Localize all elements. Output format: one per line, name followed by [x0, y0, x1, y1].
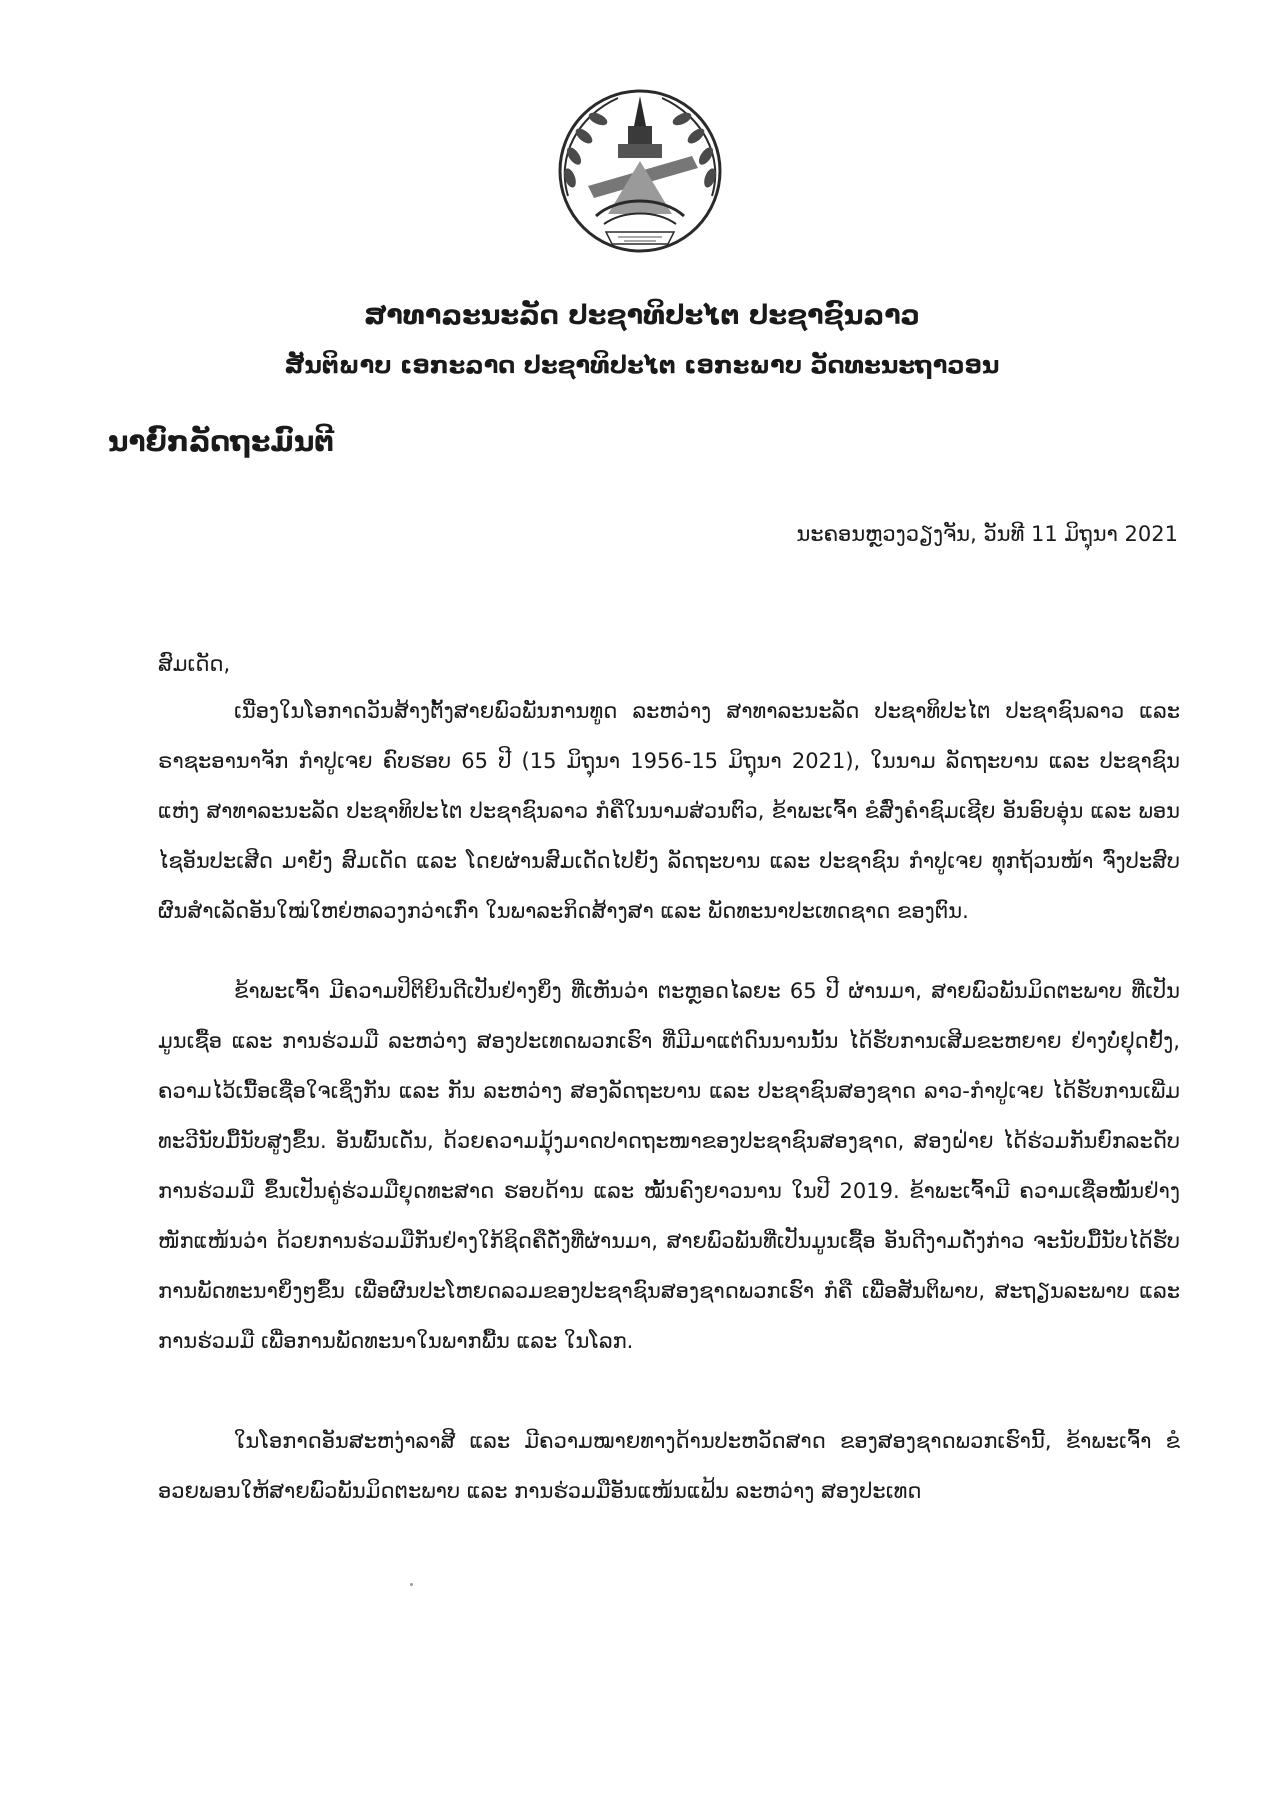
body-paragraph-3: ໃນໂອກາດອັນສະຫງ່າລາສີ ແລະ ມີຄວາມໝາຍທາງດ້ານປະຫວັດສາດ ຂອງສອງຊາດພວກເຮົານີ້, ຂ້າພະເຈົ້າ ຂໍອວຍພອນໃຫ້ສາຍພົວພັນມິດຕະພາບ ແລະ ການຮ່ວມມືອັນແໜ້ນແຟ້ນ ລະຫວ່າງ ສອງປະເທດ [158, 1429, 1180, 1503]
scan-speck [410, 1583, 413, 1586]
national-motto: ສັນຕິພາບ ເອກະລາດ ປະຊາທິປະໄຕ ເອກະພາບ ວັດທະນະຖາວອນ [284, 351, 1000, 379]
lao-national-emblem-icon [548, 86, 732, 256]
letter-date: ນະຄອນຫຼວງວຽງຈັນ, ວັນທີ 11 ມິຖຸນາ 2021 [796, 522, 1178, 546]
office-title: ນາຍົກລັດຖະມົນຕີ [108, 425, 335, 458]
salutation: ສົມເດັດ, [158, 652, 231, 676]
body-paragraph-1: ເນື່ອງໃນໂອກາດວັນສ້າງຕັ້ງສາຍພົວພັນການທູດ ລະຫວ່າງ ສາທາລະນະລັດ ປະຊາທິປະໄຕ ປະຊາຊົນລາວ ແລະ ຣາຊະອານາຈັກ ກຳປູເຈຍ ຄົບຮອບ 65 ປີ (15 ມິຖຸນາ 1956-15 ມິຖຸນາ 2021), ໃນນາມ ລັດຖະບານ ແລະ ປະຊາຊົນ ແຫ່ງ ສາທາລະນະລັດ ປະຊາທິປະໄຕ ປະຊາຊົນລາວ ກໍຄືໃນນາມສ່ວນຕົວ, ຂ້າພະເຈົ້າ ຂໍສົ່ງຄຳຊົມເຊີຍ ອັນອົບອຸ່ນ ແລະ ພອນໄຊອັນປະເສີດ ມາຍັງ ສົມເດັດ ແລະ ໂດຍຜ່ານສົມເດັດໄປຍັງ ລັດຖະບານ ແລະ ປະຊາຊົນ ກຳປູເຈຍ ທຸກຖ້ວນໜ້າ ຈົ່ງປະສົບຜົນສຳເລັດອັນໃໝ່ໃຫຍ່ຫລວງກວ່າເກົ່າ ໃນພາລະກິດສ້າງສາ ແລະ ພັດທະນາປະເທດຊາດ ຂອງຕົນ. [158, 699, 1180, 923]
body-paragraph-2: ຂ້າພະເຈົ້າ ມີຄວາມປິຕິຍິນດີເປັນຢ່າງຍິ່ງ ທີ່ເຫັນວ່າ ຕະຫຼອດໄລຍະ 65 ປີ ຜ່ານມາ, ສາຍພົວພັນມິດຕະພາບ ທີ່ເປັນມູນເຊື້ອ ແລະ ການຮ່ວມມື ລະຫວ່າງ ສອງປະເທດພວກເຮົາ ທີ່ມີມາແຕ່ດົນນານນັ້ນ ໄດ້ຮັບການເສີມຂະຫຍາຍ ຢ່າງບໍ່ຢຸດຢັ້ງ, ຄວາມໄວ້ເນື້ອເຊື່ອໃຈເຊິ່ງກັນ ແລະ ກັນ ລະຫວ່າງ ສອງລັດຖະບານ ແລະ ປະຊາຊົນສອງຊາດ ລາວ-ກຳປູເຈຍ ໄດ້ຮັບການເພີ່ມທະວີນັບມື້ນັບສູງຂຶ້ນ. ອັນພົ້ນເດັ່ນ, ດ້ວຍຄວາມມຸ້ງມາດປາດຖະໜາຂອງປະຊາຊົນສອງຊາດ, ສອງຝ່າຍ ໄດ້ຮ່ວມກັນຍົກລະດັບການຮ່ວມມື ຂຶ້ນເປັນຄູ່ຮ່ວມມືຍຸດທະສາດ ຮອບດ້ານ ແລະ ໝັ້ນຄົງຍາວນານ ໃນປີ 2019. ຂ້າພະເຈົ້າມີ ຄວາມເຊື່ອໝັ້ນຢ່າງໜັກແໜ້ນວ່າ ດ້ວຍການຮ່ວມມືກັນຢ່າງໃກ້ຊິດຄືດັ່ງທີ່ຜ່ານມາ, ສາຍພົວພັນທີ່ເປັນມູນເຊື້ອ ອັນດີງາມດັ່ງກ່າວ ຈະນັບມື້ນັບໄດ້ຮັບການພັດທະນາຍິ່ງໆຂຶ້ນ ເພື່ອຜົນປະໂຫຍດລວມຂອງປະຊາຊົນສອງຊາດພວກເຮົາ ກໍຄື ເພື່ອສັນຕິພາບ, ສະຖຽນລະພາບ ແລະ ການຮ່ວມມື ເພື່ອການພັດທະນາໃນພາກພື້ນ ແລະ ໃນໂລກ. [158, 979, 1180, 1353]
country-name-heading: ສາທາລະນະລັດ ປະຊາທິປະໄຕ ປະຊາຊົນລາວ [364, 300, 920, 331]
